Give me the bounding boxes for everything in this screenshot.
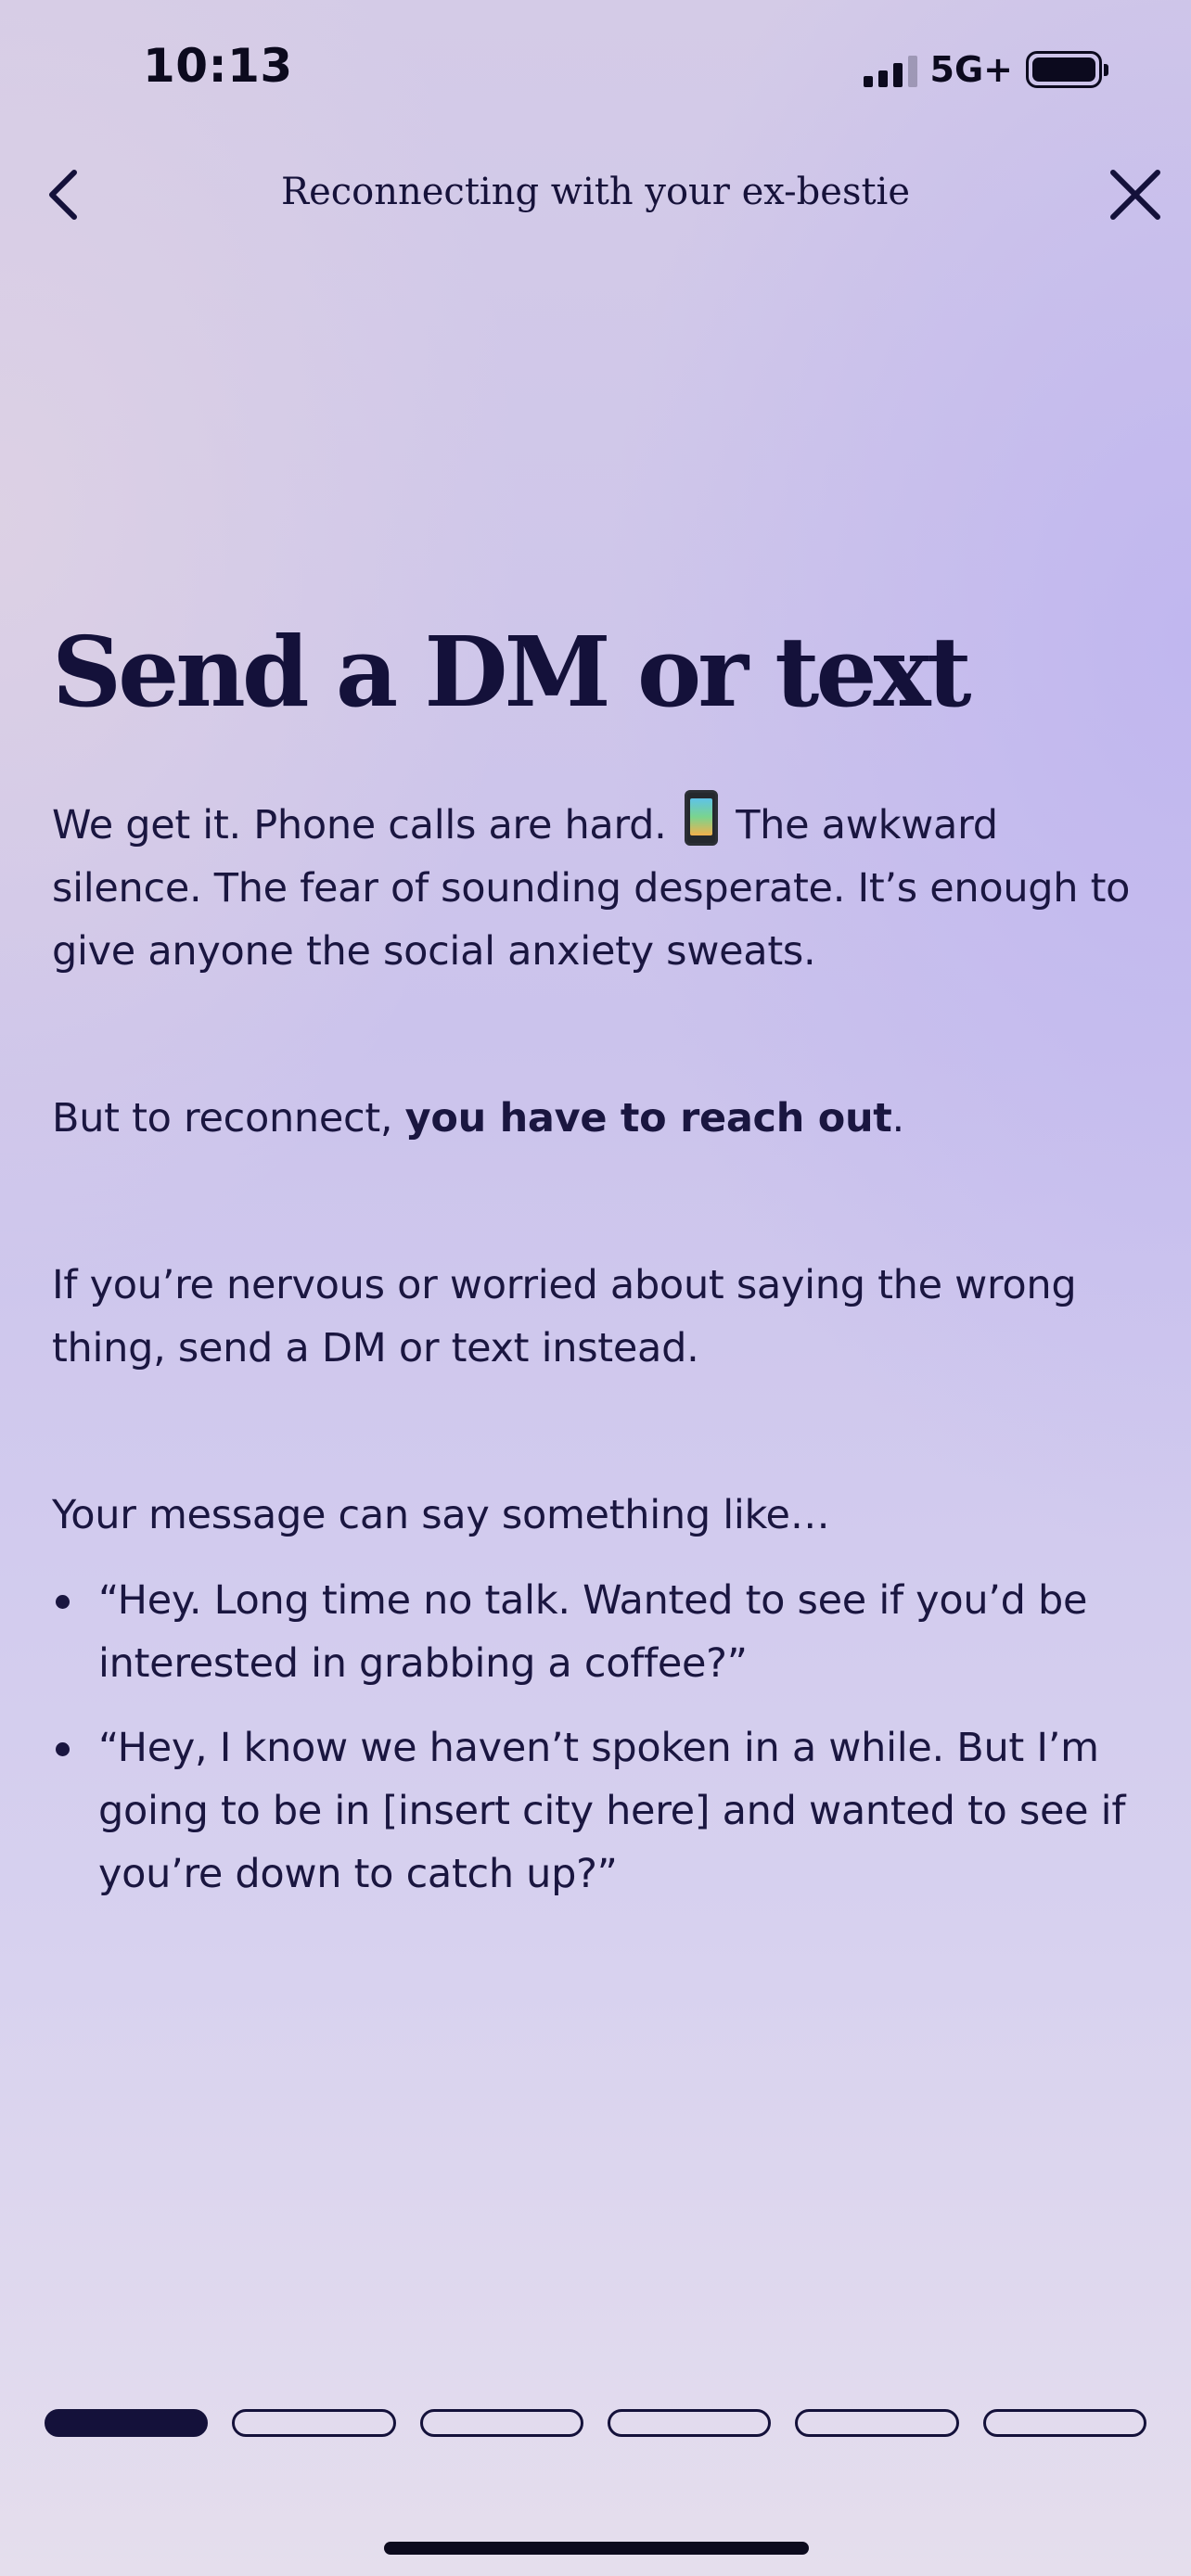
bullet-icon: [56, 1595, 70, 1609]
network-type-label: 5G+: [929, 49, 1013, 90]
intro-text-part2: The awkward silence. The fear of sounding desperate. It’s enough to give anyone the social anxiety sweats.: [52, 802, 1131, 975]
battery-icon: [1026, 51, 1102, 88]
progress-segment-6: [983, 2409, 1146, 2437]
home-indicator[interactable]: [384, 2542, 809, 2555]
status-time: 10:13: [143, 39, 293, 93]
examples-intro: Your message can say something like…: [52, 1492, 830, 1538]
status-indicators: [864, 46, 1102, 93]
progress-segment-2: [232, 2409, 395, 2437]
status-bar: [0, 0, 1191, 139]
list-item: [52, 1569, 1146, 1695]
close-icon: [1109, 169, 1161, 221]
progress-segment-1: [45, 2409, 208, 2437]
progress-segment-5: [795, 2409, 958, 2437]
reach-out-prefix: But to reconnect,: [52, 1095, 405, 1141]
page-title: Send a DM or text: [52, 615, 968, 729]
list-item: [52, 1716, 1146, 1906]
dm-suggestion-paragraph: If you’re nervous or worried about saying the wrong thing, send a DM or text instead.: [52, 1262, 1077, 1371]
header-title: Reconnecting with your ex-bestie: [280, 171, 911, 213]
intro-paragraph: [52, 790, 1146, 983]
progress-segment-4: [608, 2409, 771, 2437]
reach-out-suffix: .: [891, 1095, 904, 1141]
reach-out-paragraph: [52, 1087, 1146, 1150]
story-progress-bar: [45, 2409, 1146, 2437]
example-messages-list: [52, 1569, 1146, 1906]
example-message-text: “Hey, I know we haven’t spoken in a while. But I’m going to be in [insert city here] and wanted to see if you’re down to catch up?”: [98, 1725, 1126, 1897]
progress-segment-3: [420, 2409, 583, 2437]
reach-out-emphasis: you have to reach out: [404, 1095, 892, 1141]
header-bar: [0, 148, 1191, 241]
cellular-signal-icon: [864, 52, 917, 87]
mobile-phone-icon: [685, 790, 718, 846]
intro-text-part1: We get it. Phone calls are hard.: [52, 802, 667, 848]
close-button[interactable]: [1100, 159, 1171, 230]
example-message-text: “Hey. Long time no talk. Wanted to see if you’d be interested in grabbing a coffee?”: [98, 1577, 1088, 1687]
bullet-icon: [56, 1742, 70, 1756]
lesson-content: [52, 612, 1146, 1927]
